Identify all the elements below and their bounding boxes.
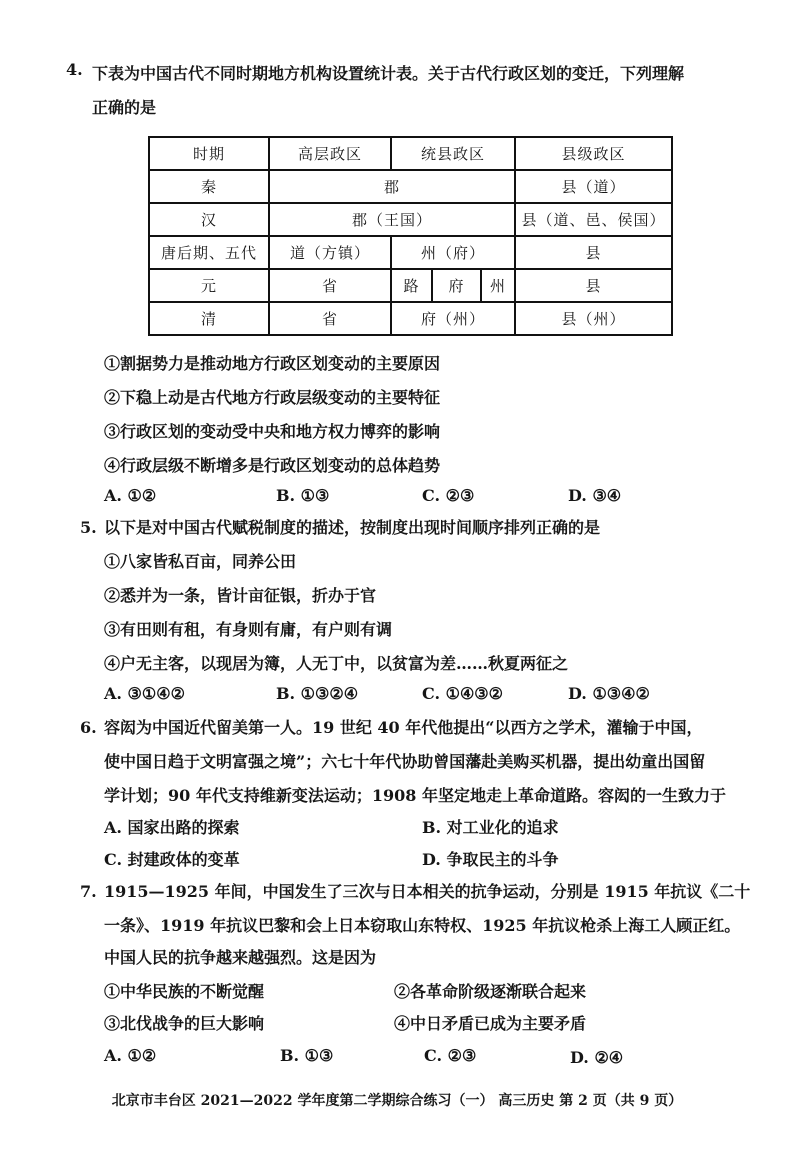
option-c[interactable]: C. ②③	[422, 486, 475, 505]
table-cell: 唐后期、五代	[149, 236, 269, 269]
table-cell: 府（州）	[391, 302, 515, 335]
table-cell: 县	[515, 269, 672, 302]
table-cell: 县（州）	[515, 302, 672, 335]
option-b[interactable]: B. ①③	[280, 1046, 334, 1065]
option-b[interactable]: B. ①③	[276, 486, 330, 505]
statement: ①八家皆私百亩，同养公田	[104, 552, 297, 571]
question-number: 4.	[66, 60, 83, 79]
option-a[interactable]: A. ③①④②	[104, 684, 185, 703]
table-row	[149, 170, 672, 203]
option-a[interactable]: A. 国家出路的探索	[104, 818, 240, 837]
statement: ③北伐战争的巨大影响	[104, 1014, 265, 1033]
table-cell: 汉	[149, 203, 269, 236]
option-c[interactable]: C. 封建政体的变革	[104, 850, 240, 869]
question-stem: 下表为中国古代不同时期地方机构设置统计表。关于古代行政区划的变迁，下列理解	[92, 64, 685, 83]
table-row	[149, 302, 672, 335]
statement: ①割据势力是推动地方行政区划变动的主要原因	[104, 354, 441, 373]
statement: ①中华民族的不断觉醒	[104, 982, 265, 1001]
table-header-row	[149, 137, 672, 170]
table-header: 时期	[149, 137, 269, 170]
question-stem: 学计划；90 年代支持维新变法运动；1908 年坚定地走上革命道路。容闳的一生致力于	[104, 786, 726, 805]
table-header: 高层政区	[269, 137, 391, 170]
question-stem: 使中国日趋于文明富强之境”；六七十年代协助曾国藩赴美购买机器，提出幼童出国留	[104, 752, 706, 771]
table-cell: 县	[515, 236, 672, 269]
statement: ④户无主客，以现居为簿，人无丁中，以贫富为差……秋夏两征之	[104, 654, 569, 673]
question-stem: 以下是对中国古代赋税制度的描述，按制度出现时间顺序排列正确的是	[104, 518, 601, 537]
statement: ③行政区划的变动受中央和地方权力博弈的影响	[104, 422, 441, 441]
table-cell: 州	[481, 269, 515, 302]
statement: ④中日矛盾已成为主要矛盾	[394, 1014, 587, 1033]
table-cell: 郡	[269, 170, 515, 203]
option-d[interactable]: D. 争取民主的斗争	[422, 850, 559, 869]
question-stem: 一条》、1919 年抗议巴黎和会上日本窃取山东特权、1925 年抗议枪杀上海工人顾正红。	[104, 916, 741, 935]
question-number: 6.	[80, 718, 97, 737]
table-cell: 县（道、邑、侯国）	[515, 203, 672, 236]
table-row	[149, 269, 672, 302]
option-b[interactable]: B. 对工业化的追求	[422, 818, 559, 837]
statement: ④行政层级不断增多是行政区划变动的总体趋势	[104, 456, 441, 475]
option-d[interactable]: D. ①③④②	[568, 684, 650, 703]
table-cell: 元	[149, 269, 269, 302]
table-cell: 路	[391, 269, 432, 302]
question-stem: 容闳为中国近代留美第一人。19 世纪 40 年代他提出“以西方之学术，灌输于中国，	[104, 718, 703, 737]
table-cell: 省	[269, 302, 391, 335]
table-row	[149, 236, 672, 269]
statement: ③有田则有租，有身则有庸，有户则有调	[104, 620, 393, 639]
table-cell: 清	[149, 302, 269, 335]
question-stem: 1915—1925 年间，中国发生了三次与日本相关的抗争运动，分别是 1915 年抗议《二十	[104, 882, 751, 901]
table-cell: 道（方镇）	[269, 236, 391, 269]
table-cell: 秦	[149, 170, 269, 203]
table-cell: 州（府）	[391, 236, 515, 269]
option-c[interactable]: C. ②③	[424, 1046, 477, 1065]
admin-division-table	[148, 136, 673, 336]
page-footer: 北京市丰台区 2021—2022 学年度第二学期综合练习（一） 高三历史 第 2 页（共 9 页）	[111, 1093, 683, 1109]
statement: ②各革命阶级逐渐联合起来	[394, 982, 587, 1001]
question-number: 7.	[80, 882, 97, 901]
table-header: 县级政区	[515, 137, 672, 170]
question-number: 5.	[80, 518, 97, 537]
statement: ②悉并为一条，皆计亩征银，折办于官	[104, 586, 377, 605]
question-stem: 正确的是	[92, 98, 157, 117]
option-b[interactable]: B. ①③②④	[276, 684, 359, 703]
table-cell: 县（道）	[515, 170, 672, 203]
question-stem: 中国人民的抗争越来越强烈。这是因为	[104, 948, 377, 967]
table-row	[149, 203, 672, 236]
table-cell: 府	[432, 269, 481, 302]
option-d[interactable]: D. ②④	[570, 1048, 624, 1067]
option-a[interactable]: A. ①②	[104, 486, 157, 505]
statement: ②下稳上动是古代地方行政层级变动的主要特征	[104, 388, 441, 407]
option-d[interactable]: D. ③④	[568, 486, 622, 505]
table-header: 统县政区	[391, 137, 515, 170]
option-c[interactable]: C. ①④③②	[422, 684, 503, 703]
table-cell: 郡（王国）	[269, 203, 515, 236]
option-a[interactable]: A. ①②	[104, 1046, 157, 1065]
table-cell: 省	[269, 269, 391, 302]
